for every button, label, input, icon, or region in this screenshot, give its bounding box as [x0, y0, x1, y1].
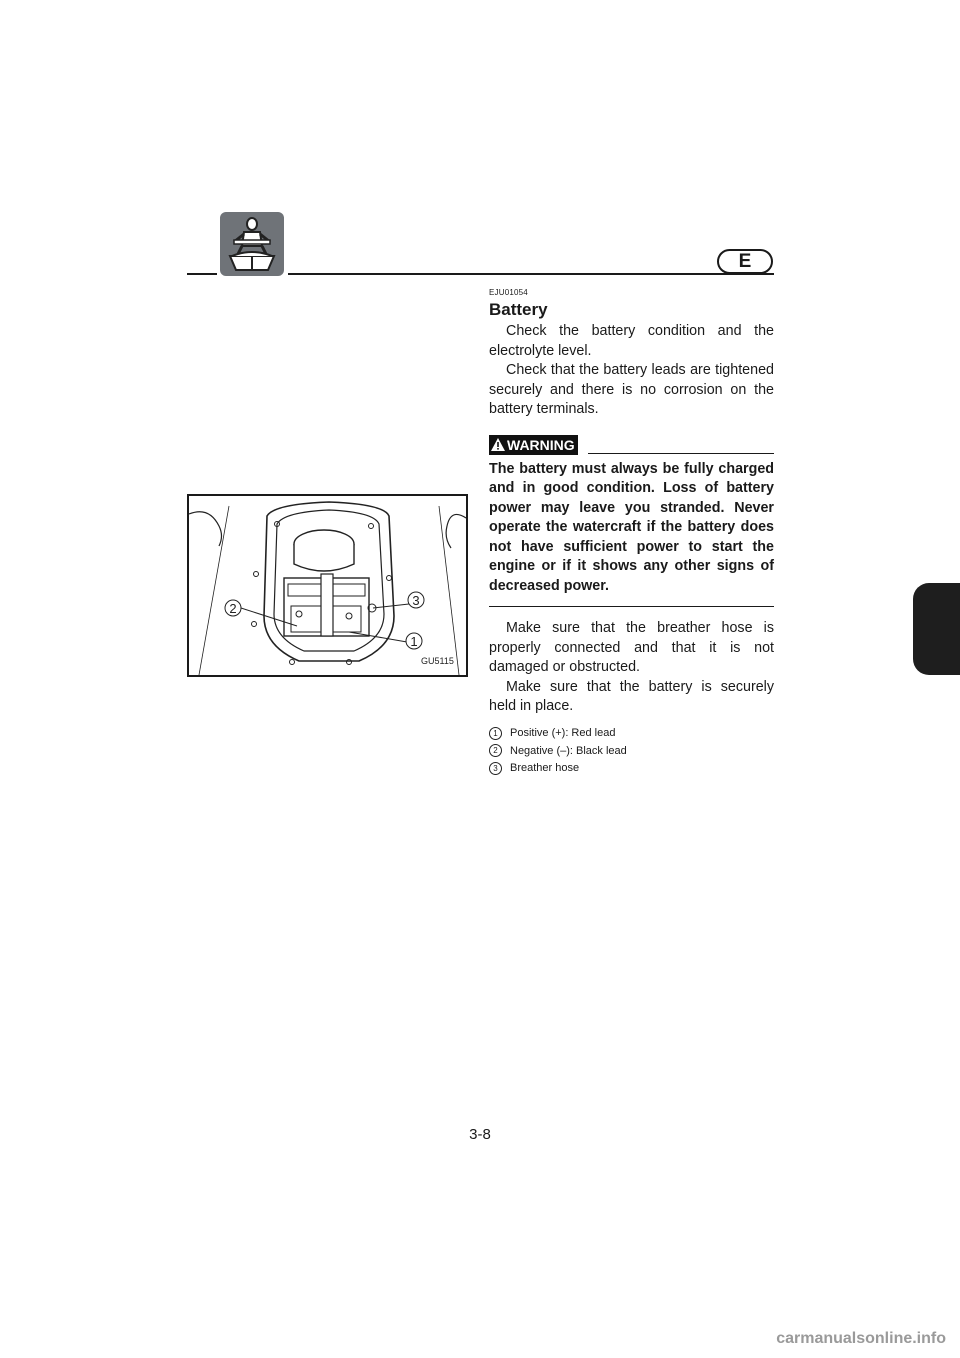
battery-illustration	[189, 496, 466, 675]
legend-text: Negative (–): Black lead	[510, 744, 627, 757]
header-rule-right	[288, 273, 774, 275]
watercraft-rider-icon	[220, 212, 284, 276]
legend-number: 3	[489, 762, 502, 775]
body-paragraph: Make sure that the breather hose is properly connected and that it is not damaged or obstructed.	[489, 620, 774, 675]
warning-triangle-icon	[491, 438, 505, 451]
legend-item	[489, 725, 774, 743]
callout-2: 2	[229, 601, 237, 616]
legend-item	[489, 742, 774, 760]
body-paragraph: Make sure that the battery is securely held in place.	[489, 678, 774, 714]
callout-1: 1	[410, 634, 418, 649]
callout-3: 3	[412, 593, 420, 608]
section-code: EJU01054	[489, 288, 528, 297]
warning-text: The battery must always be fully charged and in good condition. Loss of battery power may leave you stranded. Never operate the watercraft if the battery does not have sufficient power to start the engine or if it shows any other signs of decreased power.	[489, 460, 774, 594]
legend-text: Breather hose	[510, 762, 580, 775]
language-badge: E	[717, 249, 773, 274]
warning-label-text: WARNING	[507, 436, 575, 453]
warning-label	[489, 435, 578, 455]
warning-end-rule	[489, 606, 774, 607]
figure-code: GU5115	[421, 656, 454, 666]
legend-number: 1	[489, 727, 502, 740]
warning-rule	[588, 453, 774, 454]
battery-figure	[187, 494, 468, 677]
body-paragraph: Check that the battery leads are tightened securely and there is no corrosion on the battery terminals.	[489, 362, 774, 417]
header-rule-left	[187, 273, 217, 275]
main-content	[489, 288, 774, 777]
page-number: 3-8	[469, 1126, 491, 1143]
body-paragraph: Check the battery condition and the electrolyte level.	[489, 323, 774, 359]
legend-item	[489, 760, 774, 778]
chapter-side-tab	[913, 583, 960, 675]
legend-number: 2	[489, 744, 502, 757]
watermark: carmanualsonline.info	[776, 1330, 946, 1347]
after-warning-text	[489, 619, 774, 717]
section-title: Battery	[489, 300, 548, 319]
warning-header	[489, 434, 774, 456]
legend-text: Positive (+): Red lead	[510, 727, 616, 740]
figure-legend	[489, 725, 774, 778]
